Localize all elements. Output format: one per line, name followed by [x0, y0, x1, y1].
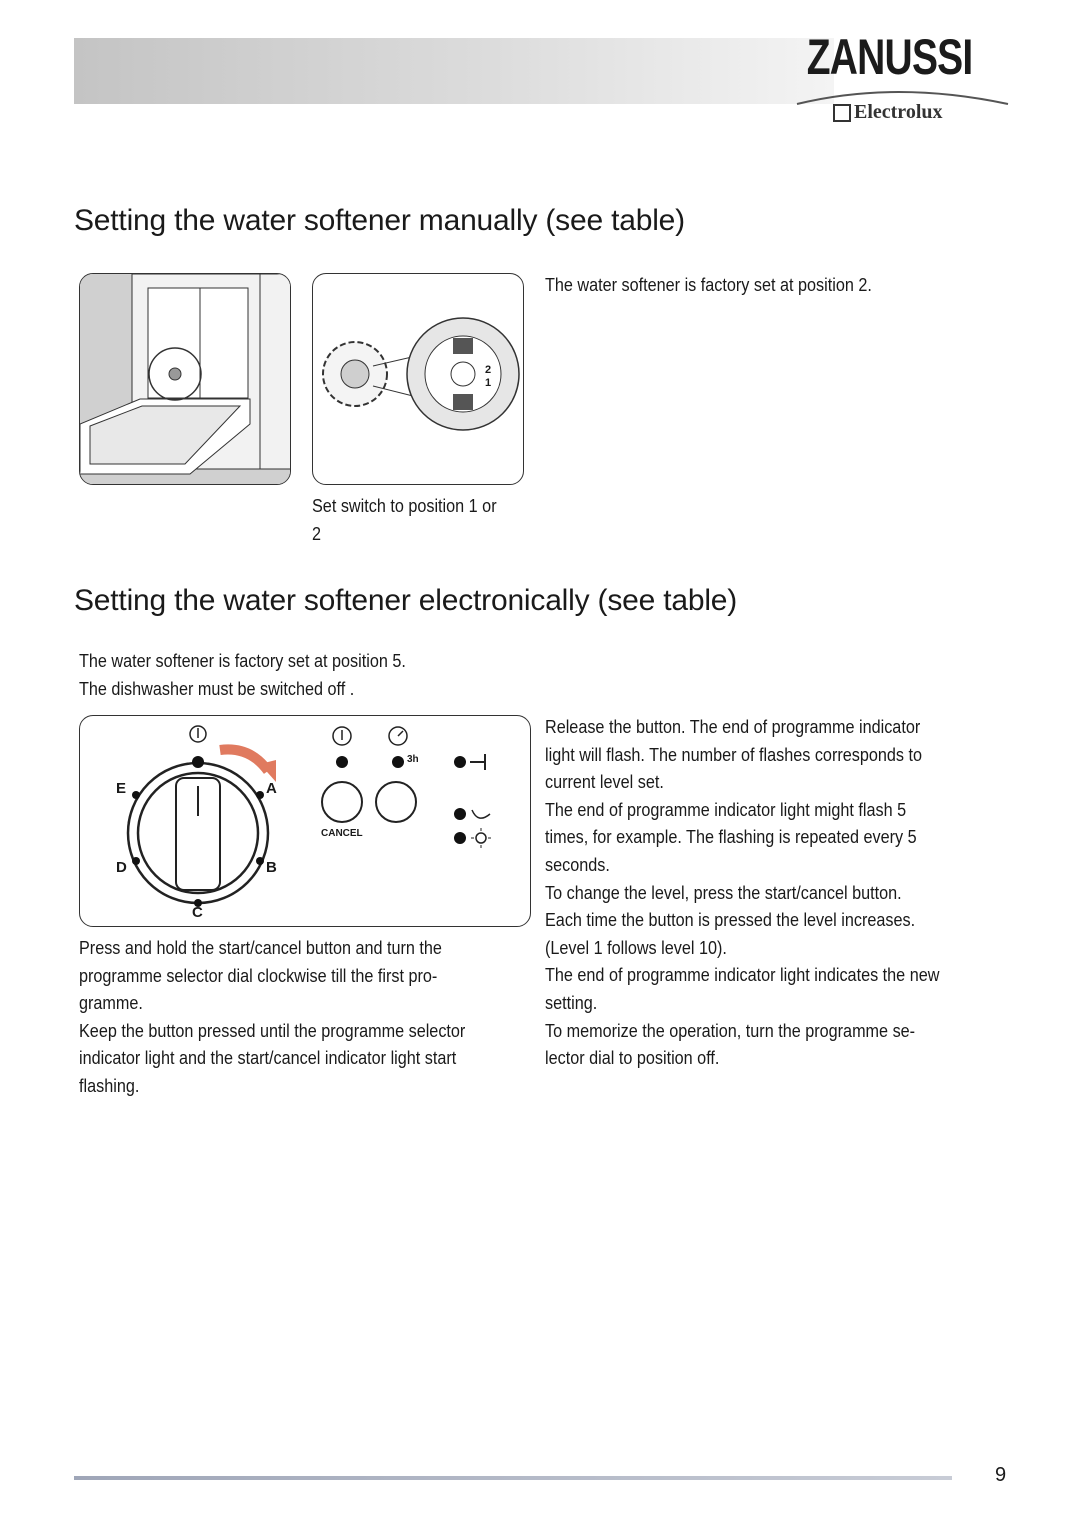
right-paragraph-4: The end of programme indicator light indicates the new setting.: [545, 965, 940, 1013]
brand-logo: ZANUSSI: [806, 29, 972, 85]
right-paragraph-1: Release the button. The end of programme indicator light will flash. The number of flashes corresponds to current level set.: [545, 717, 923, 793]
header-bar: [74, 38, 834, 104]
left-paragraph-2: Keep the button pressed until the programme selector indicator light and the start/cancel indicator light start flashing.: [79, 1020, 466, 1096]
electrolux-logo-icon: [833, 104, 851, 122]
softener-dial-illustration: [312, 273, 524, 485]
cancel-label: CANCEL: [321, 828, 363, 839]
electronic-intro: The water softener is factory set at position 5. The dishwasher must be switched off .: [79, 651, 406, 699]
dial-position-b: B: [266, 859, 277, 876]
right-paragraph-5: To memorize the operation, turn the programme se- lector dial to position off.: [545, 1020, 916, 1069]
page-number: 9: [995, 1464, 1007, 1486]
control-panel-illustration: [79, 715, 531, 927]
delay-3h-label: 3h: [407, 754, 419, 765]
dial-position-c: C: [192, 904, 203, 921]
section-title-electronic: Setting the water softener electronically (see table): [74, 584, 738, 617]
dial-label-1: 1: [485, 377, 492, 389]
right-instructions: [545, 714, 1045, 1073]
dishwasher-illustration: [79, 273, 291, 485]
right-paragraph-3: To change the level, press the start/cancel button. Each time the button is pressed the level increases. (Level 1 follows level 10).: [545, 882, 916, 958]
left-paragraph-1: Press and hold the start/cancel button and turn the programme selector dial clockwise till the first pro- gramme.: [79, 938, 442, 1014]
dial-position-d: D: [116, 859, 127, 876]
footer-bar: [74, 1476, 952, 1480]
dial-label-2: 2: [485, 364, 492, 376]
factory-note-manual: The water softener is factory set at position 2.: [545, 275, 872, 295]
switch-caption: Set switch to position 1 or 2: [312, 496, 497, 544]
left-instructions: [79, 935, 574, 1101]
sub-brand: Electrolux: [854, 101, 943, 123]
section-title-manual: Setting the water softener manually (see table): [74, 204, 685, 237]
dial-position-e: E: [116, 780, 127, 797]
right-paragraph-2: The end of programme indicator light might flash 5 times, for example. The flashing is repeated every 5 seconds.: [545, 799, 917, 875]
dial-position-a: A: [266, 780, 277, 797]
